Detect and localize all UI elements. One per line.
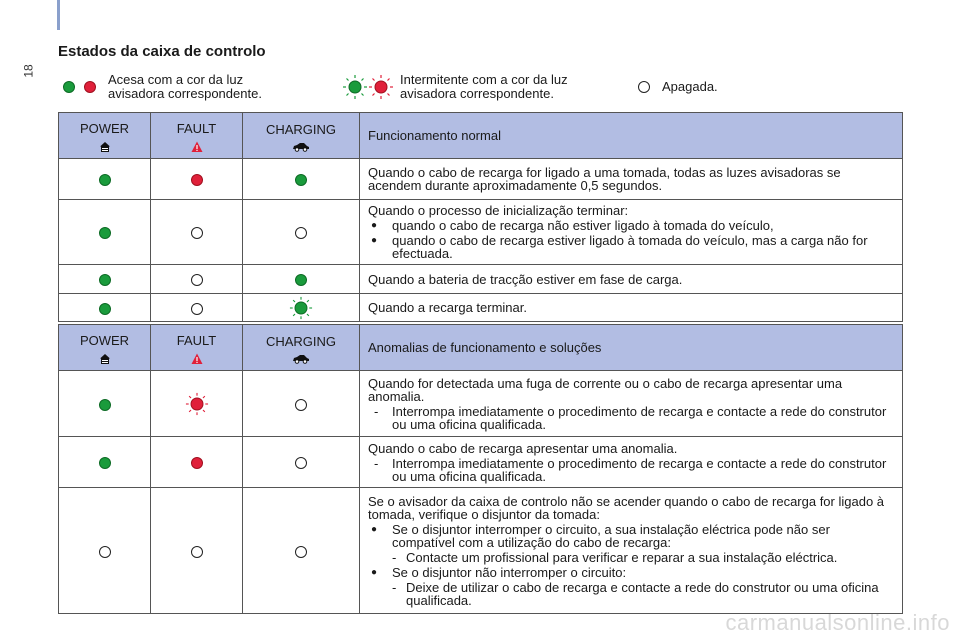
charging-led-cell [243,294,360,322]
header-power [59,113,151,159]
off-led [295,546,307,558]
section1-heading: Funcionamento normal [360,113,903,159]
off-led [295,457,307,469]
table-row [59,437,903,488]
legend-red-blink-icon [368,74,394,100]
charging-led-cell [243,265,360,294]
power-led-cell [59,437,151,488]
header-power-label: POWER [79,332,130,348]
legend-lit-text: Acesa com a cor da luz avisadora correspondente. [108,72,262,101]
off-led [295,227,307,239]
watermark: carmanualsonline.info [725,610,950,635]
dash-item: - Interrompa imediatamente o procedimento de recarga e contacte a rede do construtor ou uma oficina qualificada. [368,457,894,483]
off-led [191,227,203,239]
fault-led-cell [151,371,243,437]
sub-dash-item: - Contacte um profissional para verificar e reparar a sua instalação eléctrica. [368,551,894,564]
power-led-cell [59,294,151,322]
table-row [59,294,903,322]
green-led [99,399,111,411]
row-description: Quando a recarga terminar. [360,294,903,322]
off-led [191,303,203,315]
dash-list [368,405,894,431]
header-charging [243,325,360,371]
page-edge-bar [57,0,60,30]
table-row [59,265,903,294]
legend-off-led [638,81,650,93]
car-icon [292,142,310,152]
anomalies-table [58,324,903,614]
bullet-item: ● quando o cabo de recarga não estiver ligado à tomada do veículo, [368,219,894,232]
table-row [59,200,903,265]
table-row [59,488,903,614]
header-fault-label: FAULT [176,332,217,348]
car-icon [292,354,310,364]
normal-operation-table [58,112,903,322]
sub-dash-item: - Deixe de utilizar o cabo de recarga e contacte a rede do construtor ou uma oficina qualificada. [368,581,894,607]
green-led [99,303,111,315]
section2-heading: Anomalias de funcionamento e soluções [360,325,903,371]
dash-list [368,457,894,483]
legend-off-text: Apagada. [662,79,718,94]
green-led [99,457,111,469]
header-power-label: POWER [79,120,130,136]
table-header-row [59,113,903,159]
header-power [59,325,151,371]
house-icon [99,353,111,365]
bullet-item: ● Se o disjuntor não interromper o circuito: [368,566,894,579]
off-led [295,399,307,411]
power-led-cell [59,265,151,294]
bullet-list [368,219,894,260]
charging-led-cell [243,371,360,437]
power-led-cell [59,200,151,265]
header-charging [243,113,360,159]
green-led [99,174,111,186]
legend-green-led [63,81,75,93]
house-icon [99,141,111,153]
legend-red-led [84,81,96,93]
row-text: Quando o cabo de recarga apresentar uma anomalia. [368,440,678,456]
charging-led-cell [243,437,360,488]
green-led [295,174,307,186]
row-description [360,200,903,265]
off-led [191,274,203,286]
row-description: Quando o cabo de recarga for ligado a uma tomada, todas as luzes avisadoras se acendem durante aproximadamente 0,5 segundos. [360,159,903,200]
green-led [99,227,111,239]
green-led [99,274,111,286]
red-led [191,457,203,469]
header-charging-label: CHARGING [265,333,337,349]
red-led [191,174,203,186]
table-header-row [59,325,903,371]
row-text: Quando for detectada uma fuga de corrente ou o cabo de recarga apresentar uma anomalia. [368,375,843,404]
power-led-cell [59,371,151,437]
bullet-item: ● Se o disjuntor interromper o circuito, a sua instalação eléctrica pode não ser compatível com a utilização do cabo de recarga: [368,523,894,549]
header-fault [151,113,243,159]
charging-led-cell [243,200,360,265]
page-title: Estados da caixa de controlo [58,43,266,60]
red-blink-icon [185,392,209,416]
row-text: Se o avisador da caixa de controlo não se acender quando o cabo de recarga for ligado à tomada, verifique o disjuntor da tomada: [368,493,885,522]
green-blink-icon [289,296,313,320]
warning-icon [191,353,203,365]
row-description [360,371,903,437]
legend-blinking-text: Intermitente com a cor da luz avisadora correspondente. [400,72,568,101]
row-description [360,437,903,488]
bullet-item: ● quando o cabo de recarga estiver ligado à tomada do veículo, mas a carga não for efectuada. [368,234,894,260]
power-led-cell [59,159,151,200]
header-fault-label: FAULT [176,120,217,136]
dash-item: - Interrompa imediatamente o procedimento de recarga e contacte a rede do construtor ou uma oficina qualificada. [368,405,894,431]
fault-led-cell [151,265,243,294]
table-row [59,159,903,200]
off-led [191,546,203,558]
row-description [360,488,903,614]
row-text: Quando o processo de inicialização terminar: [368,203,629,218]
warning-icon [191,141,203,153]
fault-led-cell [151,488,243,614]
page-number: 18 [21,64,36,78]
power-led-cell [59,488,151,614]
charging-led-cell [243,488,360,614]
fault-led-cell [151,294,243,322]
charging-led-cell [243,159,360,200]
fault-led-cell [151,159,243,200]
fault-led-cell [151,200,243,265]
header-fault [151,325,243,371]
fault-led-cell [151,437,243,488]
bullet-list [368,523,894,607]
legend-green-blink-icon [342,74,368,100]
off-led [99,546,111,558]
table-row [59,371,903,437]
header-charging-label: CHARGING [265,121,337,137]
row-description: Quando a bateria de tracção estiver em fase de carga. [360,265,903,294]
green-led [295,274,307,286]
legend [0,73,960,103]
